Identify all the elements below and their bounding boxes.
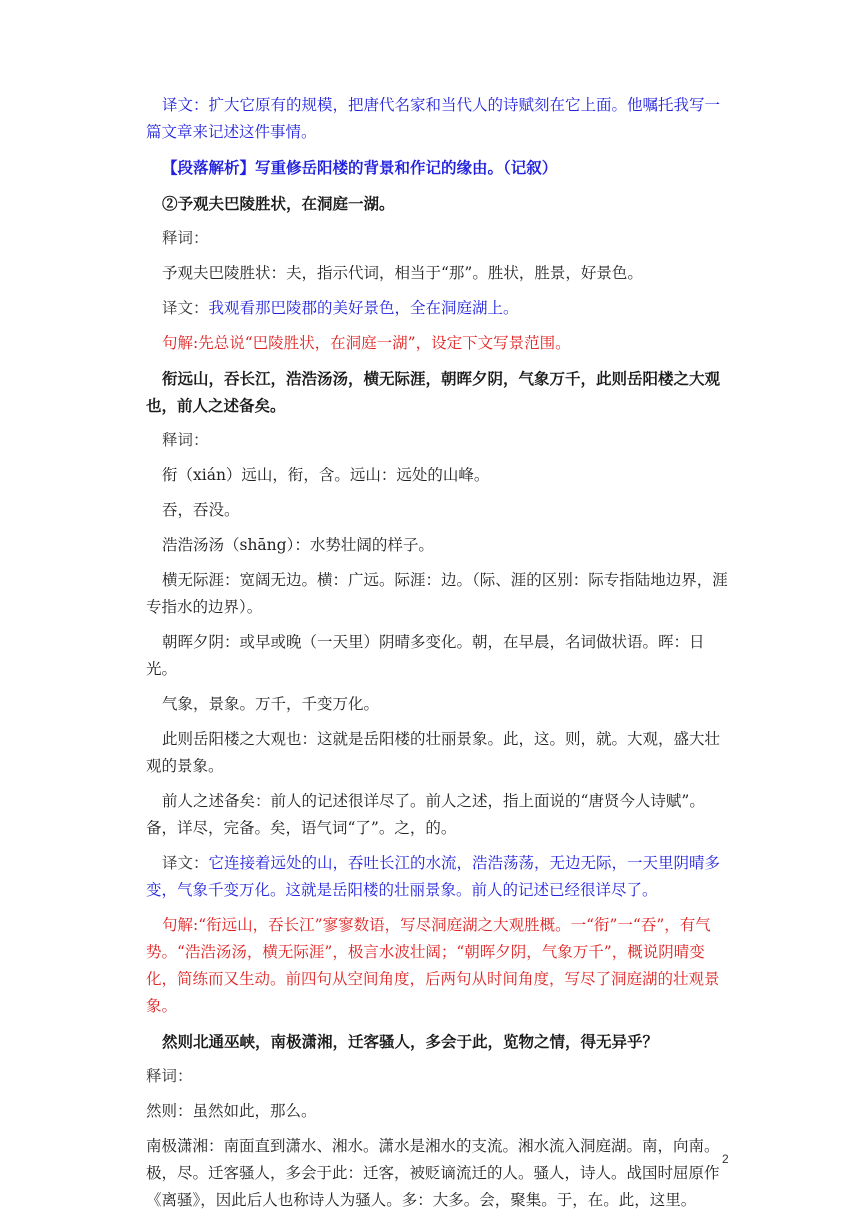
paragraph	[146, 1063, 732, 1090]
paragraph	[146, 850, 732, 904]
paragraph	[146, 92, 732, 146]
text-run: 句解:先总说“巴陵胜状，在洞庭一湖”，设定下文写景范围。	[162, 334, 571, 352]
paragraph	[146, 726, 732, 780]
text-run: 【段落解析】	[162, 158, 256, 177]
paragraph	[146, 1098, 732, 1125]
text-run: 此则岳阳楼之大观也：这就是岳阳楼的壮丽景象。此，这。则，就。大观，盛大壮观的景象。	[146, 730, 721, 775]
paragraph	[146, 427, 732, 454]
text-run: 译文：	[162, 854, 209, 872]
paragraph	[146, 912, 732, 1020]
page-number: 2	[722, 1152, 729, 1166]
text-run: 浩浩汤汤（shāng）：水势壮阔的样子。	[162, 536, 434, 554]
paragraph	[146, 330, 732, 357]
text-run: 译文：	[162, 299, 209, 317]
paragraph	[146, 497, 732, 524]
paragraph	[146, 788, 732, 842]
text-run: 横无际涯：宽阔无边。横：广远。际涯：边。（际、涯的区别：际专指陆地边界，涯专指水的边界）。	[146, 571, 728, 616]
paragraph	[146, 567, 732, 621]
text-run: 句解:“衔远山，吞长江”寥寥数语，写尽洞庭湖之大观胜概。一“衔”一“吞”，有气势。“浩浩汤汤，横无际涯”，极言水波壮阔；“朝晖夕阴，气象万千”，概说阴晴变化，简练而又生动。前四句从空间角度，后两句从时间角度，写尽了洞庭湖的壮观景象。	[146, 916, 720, 1015]
text-run: 我观看那巴陵郡的美好景色，全在洞庭湖上。	[208, 299, 519, 317]
text-run: 释词：	[162, 431, 209, 449]
paragraph	[146, 154, 732, 182]
text-run: 写重修岳阳楼的背景和作记的缘由。（记叙）	[255, 158, 558, 177]
paragraph	[146, 691, 732, 718]
text-run: ②予观夫巴陵胜状，在洞庭一湖。	[162, 194, 395, 213]
document-page	[146, 92, 732, 1222]
paragraph	[146, 295, 732, 322]
paragraph	[146, 225, 732, 252]
text-run: 释词：	[146, 1067, 193, 1085]
text-run: 它连接着远处的山，吞吐长江的水流，浩浩荡荡，无边无际，一天里阴晴多变，气象千变万化。这就是岳阳楼的壮丽景象。前人的记述已经很详尽了。	[146, 854, 721, 899]
text-run: 衔（xián）远山，衔，含。远山：远处的山峰。	[162, 466, 490, 484]
paragraph	[146, 190, 732, 217]
text-run: 译文：扩大它原有的规模，把唐代名家和当代人的诗赋刻在它上面。他嘱托我写一篇文章来记述这件事情。	[146, 96, 721, 141]
paragraph	[146, 532, 732, 559]
text-run: 予观夫巴陵胜状：夫，指示代词，相当于“那”。胜状，胜景，好景色。	[162, 264, 643, 282]
paragraph	[146, 462, 732, 489]
text-run: 然则北通巫峡，南极潇湘，迁客骚人，多会于此，览物之情，得无异乎？	[162, 1032, 659, 1051]
paragraph	[146, 365, 732, 419]
paragraph	[146, 1133, 732, 1214]
paragraph	[146, 260, 732, 287]
text-run: 前人之述备矣：前人的记述很详尽了。前人之述，指上面说的“唐贤今人诗赋”。备，详尽，完备。矣，语气词“了”。之，的。	[146, 792, 705, 837]
text-run: 气象，景象。万千，千变万化。	[162, 695, 380, 713]
text-run: 朝晖夕阴：或早或晚（一天里）阴晴多变化。朝，在早晨，名词做状语。晖：日光。	[146, 633, 705, 678]
paragraph	[146, 1028, 732, 1055]
text-run: 释词：	[162, 229, 209, 247]
paragraph	[146, 629, 732, 683]
text-run: 衔远山，吞长江，浩浩汤汤，横无际涯，朝晖夕阴，气象万千，此则岳阳楼之大观也，前人之述备矣。	[146, 369, 721, 415]
text-run: 吞，吞没。	[162, 501, 240, 519]
text-run: 南极潇湘：南面直到潇水、湘水。潇水是湘水的支流。湘水流入洞庭湖。南，向南。极，尽。迁客骚人，多会于此：迁客，被贬谪流迁的人。骚人，诗人。战国时屈原作《离骚》，因此后人也称诗人为骚人。多：大多。会，聚集。于，在。此，这里。	[146, 1137, 720, 1209]
text-run: 然则：虽然如此，那么。	[146, 1102, 317, 1120]
